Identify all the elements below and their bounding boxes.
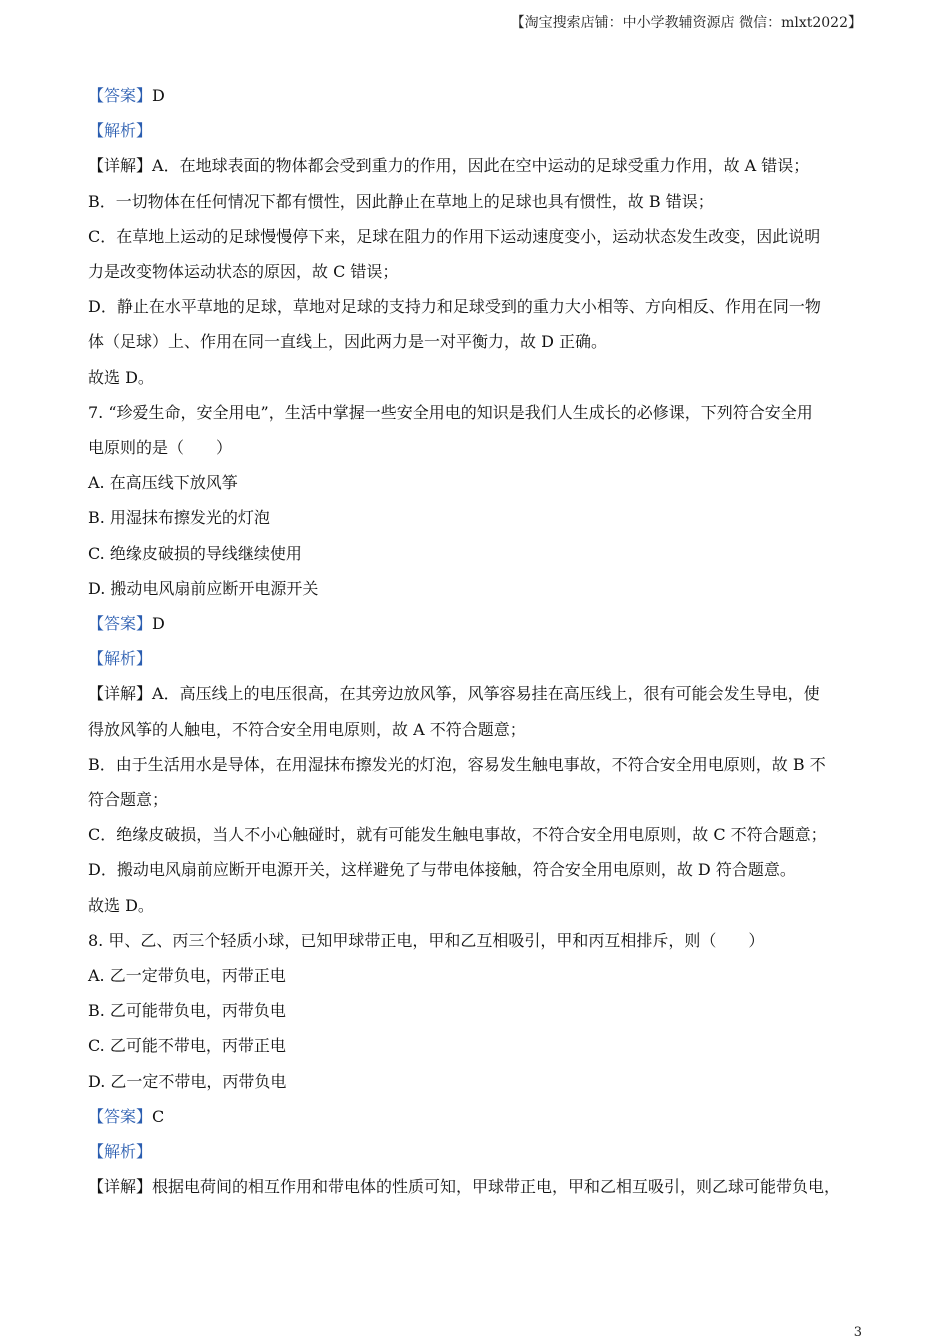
answer-value: D xyxy=(152,614,165,634)
page-header: 【淘宝搜索店铺：中小学教辅资源店 微信：mlxt2022】 xyxy=(510,15,862,31)
detail-tag: 【详解】 xyxy=(88,1177,153,1197)
text-line: B．一切物体在任何情况下都有惯性，因此静止在草地上的足球也具有惯性，故 B 错误； xyxy=(88,191,714,211)
text-line: D．搬动电风扇前应断开电源开关，这样避免了与带电体接触，符合安全用电原则，故 D 符合题意。 xyxy=(88,860,796,880)
answer-value: C xyxy=(152,1106,165,1126)
option-b: B. 用湿抹布擦发光的灯泡 xyxy=(88,508,270,528)
text-line: C．绝缘皮破损，当人不小心触碰时，就有可能发生触电事故，不符合安全用电原则，故 C 不符合题意； xyxy=(88,825,827,845)
detail-text: A．高压线上的电压很高，在其旁边放风筝，风筝容易挂在高压线上，很有可能会发生导电，使 xyxy=(152,684,820,704)
option-d: D. 搬动电风扇前应断开电源开关 xyxy=(88,578,319,598)
detail-text: 根据电荷间的相互作用和带电体的性质可知，甲球带正电，甲和乙相互吸引，则乙球可能带负电， xyxy=(152,1177,841,1197)
option-a: A. 乙一定带负电，丙带正电 xyxy=(88,966,286,986)
analysis-tag: 【解析】 xyxy=(88,1142,153,1162)
detail-line xyxy=(88,148,868,183)
answer-tag: 【答案】 xyxy=(88,86,153,105)
option-c: C. 绝缘皮破损的导线继续使用 xyxy=(88,543,302,563)
analysis-line xyxy=(88,1134,868,1169)
text-line: 体（足球）上、作用在同一直线上，因此两力是一对平衡力，故 D 正确。 xyxy=(88,332,608,352)
detail-text: A．在地球表面的物体都会受到重力的作用，因此在空中运动的足球受重力作用，故 A 错误； xyxy=(152,156,810,176)
conclusion-line: 故选 D。 xyxy=(88,895,154,915)
option-d: D. 乙一定不带电，丙带负电 xyxy=(88,1071,287,1091)
answer-value: D xyxy=(152,86,165,105)
conclusion-line: 故选 D。 xyxy=(88,367,154,387)
text-line: 符合题意； xyxy=(88,790,169,810)
option-a: A. 在高压线下放风筝 xyxy=(88,473,238,493)
answer-line xyxy=(88,78,868,113)
question-stem: 电原则的是（ ） xyxy=(88,438,233,458)
option-c: C. 乙可能不带电，丙带正电 xyxy=(88,1036,286,1056)
text-line: C．在草地上运动的足球慢慢停下来，足球在阻力的作用下运动速度变小，运动状态发生改变，因此说明 xyxy=(88,226,821,246)
text-line: B．由于生活用水是导体，在用湿抹布擦发光的灯泡，容易发生触电事故，不符合安全用电原则，故 B 不 xyxy=(88,754,826,774)
answer-line xyxy=(88,1099,868,1134)
page-number: 3 xyxy=(853,1325,862,1340)
document-body xyxy=(88,78,868,1205)
detail-line xyxy=(88,1169,868,1204)
question-stem: 7. “珍爱生命，安全用电”，生活中掌握一些安全用电的知识是我们人生成长的必修课，下列符合安全用 xyxy=(88,402,813,422)
answer-tag: 【答案】 xyxy=(88,614,153,634)
text-line: 力是改变物体运动状态的原因，故 C 错误； xyxy=(88,262,399,282)
analysis-tag: 【解析】 xyxy=(88,649,153,669)
answer-tag: 【答案】 xyxy=(88,1106,153,1126)
text-line: 得放风筝的人触电，不符合安全用电原则，故 A 不符合题意； xyxy=(88,719,526,739)
detail-line xyxy=(88,676,868,711)
option-b: B. 乙可能带负电，丙带负电 xyxy=(88,1001,286,1021)
answer-line xyxy=(88,606,868,641)
question-stem: 8. 甲、乙、丙三个轻质小球，已知甲球带正电，甲和乙互相吸引，甲和丙互相排斥，则（ ） xyxy=(88,930,765,950)
detail-tag: 【详解】 xyxy=(88,156,153,176)
text-line: D．静止在水平草地的足球，草地对足球的支持力和足球受到的重力大小相等、方向相反、作用在同一物 xyxy=(88,297,821,317)
analysis-line xyxy=(88,113,868,148)
analysis-line xyxy=(88,641,868,676)
analysis-tag: 【解析】 xyxy=(88,121,153,141)
detail-tag: 【详解】 xyxy=(88,684,153,704)
